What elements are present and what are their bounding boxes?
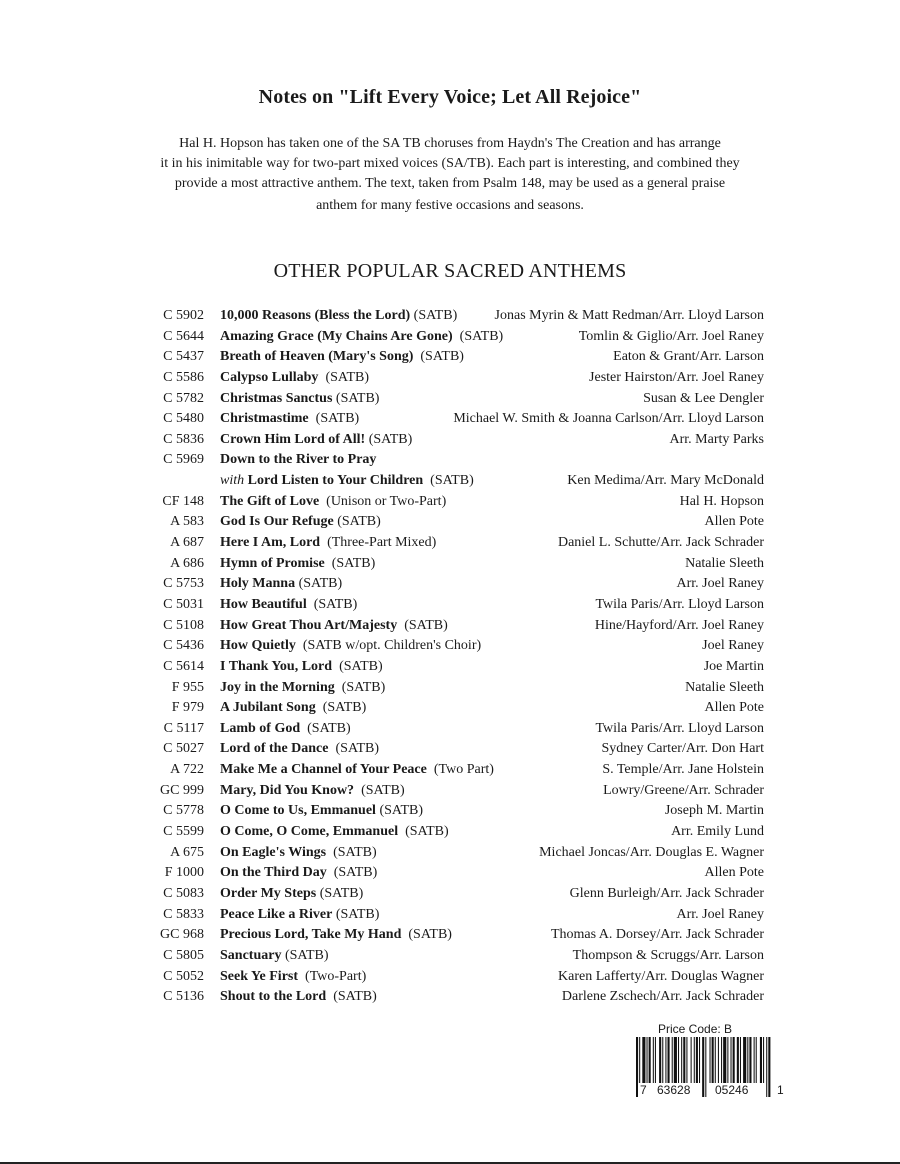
anthem-arranger: Eaton & Grant/Arr. Larson [613, 349, 764, 365]
barcode-bar [653, 1037, 654, 1083]
anthem-code: C 5052 [163, 968, 204, 984]
anthem-code: C 5836 [163, 431, 204, 447]
anthem-code: GC 968 [160, 927, 204, 943]
anthem-title: Calypso Lullaby [220, 369, 319, 385]
barcode-bar [668, 1037, 670, 1083]
anthem-title-group [220, 327, 503, 348]
anthem-arranger: Allen Pote [704, 514, 764, 530]
anthem-code: C 5833 [163, 906, 204, 922]
anthem-title: On the Third Day [220, 865, 327, 881]
anthem-title: Joy in the Morning [220, 679, 335, 695]
anthem-code: C 5437 [163, 349, 204, 365]
anthem-title-group [220, 595, 357, 616]
notes-line: provide a most attractive anthem. The text, taken from Psalm 148, may be used as a general praise [174, 176, 726, 191]
anthem-title: Amazing Grace (My Chains Are Gone) [220, 328, 453, 344]
anthem-title-group [220, 863, 377, 884]
anthem-arranger: Twila Paris/Arr. Lloyd Larson [595, 720, 764, 736]
barcode-bar [737, 1037, 739, 1083]
anthem-row [0, 760, 900, 781]
anthem-row [0, 657, 900, 678]
anthem-code: C 5083 [163, 885, 204, 901]
anthem-title-group [220, 306, 457, 327]
anthem-row [0, 884, 900, 905]
anthem-voicing: (SATB) [281, 947, 329, 963]
anthem-title-group [220, 739, 379, 760]
anthem-row [0, 512, 900, 533]
anthem-voicing: (SATB) [318, 369, 369, 385]
anthem-voicing: (SATB) [413, 349, 464, 365]
barcode-bar [681, 1037, 682, 1083]
anthem-title-group [220, 760, 494, 781]
anthem-row [0, 450, 900, 471]
anthem-voicing: (SATB) [326, 865, 378, 881]
anthem-title: How Beautiful [220, 596, 307, 612]
anthem-arranger: Jester Hairston/Arr. Joel Raney [589, 369, 764, 385]
anthem-voicing: (SATB) [326, 989, 377, 1005]
barcode-bar [715, 1037, 716, 1083]
anthem-title: How Quietly [220, 638, 296, 654]
anthem-arranger: Michael W. Smith & Joanna Carlson/Arr. Lloyd Larson [453, 411, 764, 427]
anthem-title: On Eagle's Wings [220, 844, 327, 860]
anthem-code: A 675 [170, 844, 204, 860]
barcode-bar [768, 1037, 770, 1097]
anthem-row [0, 678, 900, 699]
barcode-bar [649, 1037, 651, 1083]
anthem-arranger: Joseph M. Martin [664, 803, 764, 819]
anthem-voicing: (SATB) [306, 596, 358, 612]
anthem-arranger: Karen Lafferty/Arr. Douglas Wagner [558, 968, 764, 984]
anthem-title-group [220, 471, 474, 492]
anthem-arranger: Arr. Joel Raney [676, 576, 764, 592]
anthem-title-group [220, 368, 369, 389]
anthem-title-group [220, 657, 383, 678]
anthem-title: Order My Steps [220, 885, 317, 901]
anthem-row [0, 698, 900, 719]
anthem-row [0, 306, 900, 327]
anthem-voicing: (SATB) [423, 473, 474, 489]
barcode-bar [718, 1037, 719, 1083]
barcode-bar [642, 1037, 645, 1083]
anthem-title: The Gift of Love [220, 493, 320, 509]
anthem-title-group [220, 409, 359, 430]
anthem-arranger: Thompson & Scruggs/Arr. Larson [572, 947, 764, 963]
anthem-voicing: (SATB) [398, 824, 449, 840]
anthem-code: C 5117 [163, 720, 204, 736]
barcode-bar [727, 1037, 728, 1083]
anthem-title: Sanctuary [220, 947, 282, 963]
barcode-bar [749, 1037, 751, 1083]
barcode-bar [756, 1037, 757, 1083]
anthem-row [0, 554, 900, 575]
anthem-code: A 722 [170, 762, 204, 778]
anthem-code: GC 999 [160, 782, 204, 798]
anthem-code: A 687 [170, 535, 204, 551]
anthem-row [0, 987, 900, 1008]
anthem-title-group [220, 430, 412, 451]
anthem-row [0, 843, 900, 864]
barcode-bar [694, 1037, 695, 1083]
barcode-bar [754, 1037, 755, 1083]
anthem-title-group [220, 450, 376, 471]
anthem-arranger: S. Temple/Arr. Jane Holstein [602, 762, 764, 778]
anthem-title-group [220, 636, 481, 657]
anthem-arranger: Darlene Zschech/Arr. Jack Schrader [561, 989, 764, 1005]
anthem-title: Christmas Sanctus [220, 390, 333, 406]
anthem-arranger: Ken Medima/Arr. Mary McDonald [567, 473, 764, 489]
anthem-row [0, 616, 900, 637]
anthem-row [0, 389, 900, 410]
anthem-title: Lamb of God [220, 720, 301, 736]
anthem-arranger: Arr. Marty Parks [669, 431, 764, 447]
anthem-title: A Jubilant Song [220, 700, 316, 716]
anthem-voicing: (SATB) [308, 411, 360, 427]
barcode-bar [674, 1037, 677, 1083]
anthem-voicing: (SATB) [401, 927, 452, 943]
anthem-title: Lord Listen to Your Children [247, 473, 424, 489]
anthem-row [0, 905, 900, 926]
anthem-arranger: Sydney Carter/Arr. Don Hart [601, 741, 764, 757]
anthem-code: C 5480 [163, 411, 204, 427]
anthem-code: C 5805 [163, 947, 204, 963]
anthem-title: I Thank You, Lord [220, 658, 333, 674]
anthem-title-group [220, 616, 448, 637]
anthem-title: Christmastime [220, 411, 309, 427]
anthem-row [0, 925, 900, 946]
anthem-voicing: (SATB) [324, 555, 376, 571]
anthem-title: Breath of Heaven (Mary's Song) [220, 349, 414, 365]
barcode-bar [647, 1037, 648, 1083]
barcode-bar [723, 1037, 726, 1083]
anthem-title: Here I Am, Lord [220, 535, 321, 551]
anthem-voicing: (SATB) [332, 906, 380, 922]
anthem-row [0, 822, 900, 843]
anthem-row [0, 533, 900, 554]
notes-paragraph [0, 134, 900, 216]
anthem-code: C 5436 [163, 638, 204, 654]
barcode-bar [678, 1037, 679, 1083]
anthem-voicing: (SATB) [365, 431, 413, 447]
anthem-row [0, 719, 900, 740]
anthem-arranger: Tomlin & Giglio/Arr. Joel Raney [578, 328, 764, 344]
anthem-code: A 686 [170, 555, 204, 571]
anthem-arranger: Joe Martin [703, 658, 764, 674]
anthem-arranger: Allen Pote [704, 700, 764, 716]
anthem-title: O Come to Us, Emmanuel [220, 803, 376, 819]
barcode-bar [696, 1037, 698, 1083]
anthem-title: 10,000 Reasons (Bless the Lord) [220, 308, 411, 323]
barcode-group-left: 63628 [657, 1083, 691, 1097]
anthem-voicing: (SATB) [397, 617, 448, 633]
anthem-row [0, 471, 900, 492]
anthem-title: How Great Thou Art/Majesty [220, 617, 398, 633]
price-code: Price Code: B [658, 1022, 733, 1036]
anthem-voicing: (Two Part) [426, 762, 494, 778]
anthem-voicing: (SATB) [300, 720, 351, 736]
barcode-bar [702, 1037, 704, 1097]
anthem-voicing: (SATB) [295, 576, 343, 592]
anthem-voicing: (SATB w/opt. Children's Choir) [295, 638, 482, 654]
anthem-title-group [220, 925, 452, 946]
anthem-code: C 5969 [163, 452, 204, 468]
notes-line: anthem for many festive occasions and seasons. [316, 198, 584, 213]
anthem-prefix: with [220, 473, 248, 489]
anthem-title: God Is Our Refuge [220, 514, 334, 530]
anthem-arranger: Twila Paris/Arr. Lloyd Larson [595, 596, 764, 612]
anthem-arranger: Glenn Burleigh/Arr. Jack Schrader [569, 885, 764, 901]
anthem-row [0, 595, 900, 616]
anthem-arranger: Allen Pote [704, 865, 764, 881]
anthem-arranger: Arr. Joel Raney [676, 906, 764, 922]
anthem-arranger: Susan & Lee Dengler [643, 390, 764, 406]
anthem-voicing: (SATB) [375, 803, 423, 819]
barcode-bar [763, 1037, 764, 1083]
anthem-code: C 5902 [163, 308, 204, 323]
barcode-bar [740, 1037, 741, 1083]
anthem-arranger: Daniel L. Schutte/Arr. Jack Schrader [557, 535, 764, 551]
anthem-title: Make Me a Channel of Your Peace [220, 762, 427, 778]
anthem-title: Peace Like a River [220, 906, 333, 922]
barcode-bar [705, 1037, 706, 1097]
anthem-title-group [220, 843, 377, 864]
anthem-title: Precious Lord, Take My Hand [220, 927, 402, 943]
anthem-code: C 5599 [163, 824, 204, 840]
anthem-title: O Come, O Come, Emmanuel [220, 824, 399, 840]
anthem-row [0, 347, 900, 368]
anthem-title: Down to the River to Pray [220, 452, 377, 468]
anthem-arranger: Arr. Emily Lund [671, 824, 764, 840]
anthem-code: F 955 [171, 679, 204, 695]
barcode-bar [691, 1037, 692, 1083]
anthem-title-group [220, 781, 405, 802]
anthem-voicing: (SATB) [316, 885, 364, 901]
anthem-row [0, 368, 900, 389]
anthem-title: Crown Him Lord of All! [220, 431, 366, 447]
anthem-code: C 5778 [163, 803, 204, 819]
anthem-voicing: (SATB) [332, 658, 383, 674]
notes-line: Hal H. Hopson has taken one of the SA TB choruses from Haydn's The Creation and has arrange [179, 136, 721, 151]
anthem-title-group [220, 389, 379, 410]
anthem-arranger: Jonas Myrin & Matt Redman/Arr. Lloyd Larson [494, 308, 764, 323]
anthem-arranger: Hal H. Hopson [679, 493, 764, 509]
anthem-title: Seek Ye First [220, 968, 299, 984]
anthem-code: A 583 [170, 514, 204, 530]
anthem-arranger: Natalie Sleeth [685, 679, 764, 695]
barcode-bar [710, 1037, 711, 1083]
anthem-voicing: (Three-Part Mixed) [320, 535, 437, 551]
anthem-row [0, 492, 900, 513]
anthem-row [0, 574, 900, 595]
anthem-row [0, 863, 900, 884]
anthem-arranger: Joel Raney [702, 638, 764, 654]
anthem-title-group [220, 492, 446, 513]
anthem-title-group [220, 678, 385, 699]
barcode-bar [686, 1037, 687, 1083]
anthem-title-group [220, 554, 375, 575]
anthem-voicing: (SATB) [328, 741, 380, 757]
anthems-heading: OTHER POPULAR SACRED ANTHEMS [273, 260, 627, 282]
anthem-row [0, 409, 900, 430]
anthem-arranger: Hine/Hayford/Arr. Joel Raney [594, 617, 764, 633]
anthem-arranger: Natalie Sleeth [685, 555, 764, 571]
anthem-row [0, 430, 900, 451]
barcode-bar [743, 1037, 746, 1083]
barcode-bar [712, 1037, 714, 1083]
anthem-row [0, 967, 900, 988]
anthem-code: F 979 [171, 700, 204, 716]
anthem-title: Hymn of Promise [220, 555, 325, 571]
anthem-code: C 5586 [163, 369, 204, 385]
anthem-code: C 5782 [163, 390, 204, 406]
anthem-code: C 5614 [163, 658, 204, 674]
barcode-bar [659, 1037, 661, 1083]
anthem-code: C 5753 [163, 576, 204, 592]
anthem-arranger: Lowry/Greene/Arr. Schrader [603, 782, 764, 798]
anthem-code: C 5031 [163, 596, 204, 612]
anthem-title: Mary, Did You Know? [220, 782, 355, 798]
anthem-row [0, 636, 900, 657]
anthem-title-group [220, 987, 377, 1008]
anthem-title-group [220, 574, 342, 595]
anthem-title-group [220, 719, 351, 740]
barcode-bar [760, 1037, 762, 1083]
anthem-voicing: (SATB) [452, 328, 504, 344]
barcode-bar [731, 1037, 732, 1083]
anthem-title-group [220, 698, 366, 719]
anthem-code: CF 148 [162, 493, 204, 509]
anthem-voicing: (SATB) [332, 390, 380, 406]
anthem-voicing: (SATB) [326, 844, 377, 860]
barcode-bar [655, 1037, 656, 1083]
barcode-bar [766, 1037, 767, 1097]
barcode-bar [662, 1037, 663, 1083]
anthem-row [0, 327, 900, 348]
anthem-title-group [220, 905, 379, 926]
anthem-title-group [220, 822, 449, 843]
anthem-title-group [220, 533, 436, 554]
anthem-title-group [220, 884, 363, 905]
barcode-bar [699, 1037, 700, 1083]
anthem-title-group [220, 967, 366, 988]
anthem-voicing: (SATB) [334, 679, 386, 695]
anthem-title-group [220, 946, 329, 967]
anthem-title-group [220, 512, 381, 533]
anthem-title: Shout to the Lord [220, 989, 327, 1005]
anthem-voicing: (Two-Part) [298, 968, 367, 984]
anthem-row [0, 946, 900, 967]
anthem-code: C 5136 [163, 989, 204, 1005]
anthem-code: C 5644 [163, 328, 204, 344]
barcode-bar [683, 1037, 685, 1083]
barcode-bar [672, 1037, 673, 1083]
barcode-bar [747, 1037, 748, 1083]
notes-line: it in his inimitable way for two-part mixed voices (SA/TB). Each part is interesting, and combined they [160, 156, 740, 171]
anthem-voicing: (SATB) [354, 782, 405, 798]
anthem-title-group [220, 347, 464, 368]
anthem-row [0, 781, 900, 802]
anthem-voicing: (SATB) [410, 308, 458, 323]
anthem-voicing: (SATB) [315, 700, 367, 716]
barcode-digit-last: 1 [777, 1083, 784, 1097]
anthem-list [0, 306, 900, 1008]
barcode-bar [665, 1037, 666, 1083]
anthem-row [0, 801, 900, 822]
anthem-code: C 5108 [163, 617, 204, 633]
anthem-code: F 1000 [164, 865, 204, 881]
barcode-digit-first: 7 [640, 1083, 647, 1097]
anthem-arranger: Thomas A. Dorsey/Arr. Jack Schrader [550, 927, 764, 943]
barcode-bar [733, 1037, 735, 1083]
notes-title: Notes on "Lift Every Voice; Let All Rejoice" [258, 86, 642, 108]
anthem-title: Holy Manna [220, 576, 296, 592]
anthem-arranger: Michael Joncas/Arr. Douglas E. Wagner [539, 844, 764, 860]
anthem-voicing: (Unison or Two-Part) [319, 493, 447, 509]
anthem-row [0, 739, 900, 760]
barcode-bar [721, 1037, 722, 1083]
barcode-group-right: 05246 [715, 1083, 749, 1097]
anthem-title-group [220, 801, 423, 822]
anthem-title: Lord of the Dance [220, 741, 329, 757]
anthem-code: C 5027 [163, 741, 204, 757]
anthem-voicing: (SATB) [333, 514, 381, 530]
